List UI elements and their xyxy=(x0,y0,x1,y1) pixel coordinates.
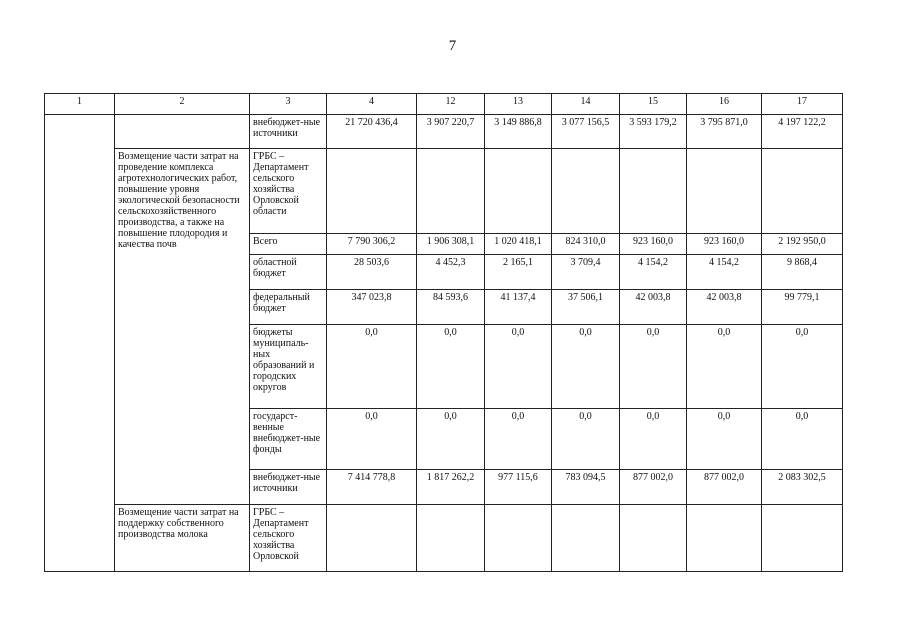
value-cell xyxy=(762,505,843,572)
value-cell: 877 002,0 xyxy=(687,470,762,505)
value-cell: 2 192 950,0 xyxy=(762,234,843,255)
page-number: 7 xyxy=(448,38,457,54)
measure-name-cell: Возмещение части затрат на проведение комплекса агротехнологических работ, повышение уровня экологической безопасности сельскохозяйственного производства, а также на повышение плодородия и качества почв xyxy=(115,149,250,505)
measure-name-cell: Возмещение части затрат на поддержку собственного производства молока xyxy=(115,505,250,572)
value-cell: 21 720 436,4 xyxy=(327,115,417,149)
value-cell: 923 160,0 xyxy=(687,234,762,255)
value-cell: 1 906 308,1 xyxy=(417,234,485,255)
header-cell: 12 xyxy=(417,94,485,115)
value-cell: 41 137,4 xyxy=(485,290,552,325)
source-cell: ГРБС – Департамент сельского хозяйства Орловской области xyxy=(250,149,327,234)
value-cell: 42 003,8 xyxy=(620,290,687,325)
table-row xyxy=(45,115,843,149)
value-cell: 0,0 xyxy=(327,409,417,470)
value-cell: 9 868,4 xyxy=(762,255,843,290)
header-cell: 16 xyxy=(687,94,762,115)
budget-table xyxy=(44,93,843,572)
header-cell: 17 xyxy=(762,94,843,115)
header-cell: 15 xyxy=(620,94,687,115)
source-cell: федеральный бюджет xyxy=(250,290,327,325)
value-cell: 0,0 xyxy=(552,325,620,409)
value-cell xyxy=(327,505,417,572)
value-cell: 2 165,1 xyxy=(485,255,552,290)
value-cell xyxy=(762,149,843,234)
source-cell: внебюджет-ные источники xyxy=(250,470,327,505)
value-cell: 84 593,6 xyxy=(417,290,485,325)
value-cell: 0,0 xyxy=(485,409,552,470)
value-cell: 824 310,0 xyxy=(552,234,620,255)
value-cell: 3 795 871,0 xyxy=(687,115,762,149)
value-cell: 1 817 262,2 xyxy=(417,470,485,505)
value-cell xyxy=(552,149,620,234)
header-row xyxy=(45,94,843,115)
value-cell xyxy=(687,505,762,572)
value-cell: 923 160,0 xyxy=(620,234,687,255)
value-cell xyxy=(417,505,485,572)
header-cell: 13 xyxy=(485,94,552,115)
value-cell xyxy=(620,149,687,234)
header-cell: 14 xyxy=(552,94,620,115)
value-cell: 3 077 156,5 xyxy=(552,115,620,149)
name-cell xyxy=(115,115,250,149)
source-cell: ГРБС – Департамент сельского хозяйства Орловской xyxy=(250,505,327,572)
col1-cell xyxy=(45,115,115,572)
value-cell: 2 083 302,5 xyxy=(762,470,843,505)
source-cell: бюджеты муниципаль-ных образований и городских округов xyxy=(250,325,327,409)
value-cell: 3 907 220,7 xyxy=(417,115,485,149)
value-cell: 0,0 xyxy=(762,409,843,470)
table-row xyxy=(45,149,843,234)
value-cell: 4 197 122,2 xyxy=(762,115,843,149)
value-cell: 3 593 179,2 xyxy=(620,115,687,149)
value-cell: 3 149 886,8 xyxy=(485,115,552,149)
value-cell xyxy=(552,505,620,572)
value-cell: 0,0 xyxy=(327,325,417,409)
value-cell xyxy=(327,149,417,234)
value-cell: 4 154,2 xyxy=(687,255,762,290)
value-cell: 0,0 xyxy=(620,409,687,470)
value-cell: 877 002,0 xyxy=(620,470,687,505)
value-cell: 7 414 778,8 xyxy=(327,470,417,505)
value-cell: 0,0 xyxy=(485,325,552,409)
source-cell: Всего xyxy=(250,234,327,255)
value-cell: 347 023,8 xyxy=(327,290,417,325)
header-cell: 1 xyxy=(45,94,115,115)
value-cell: 0,0 xyxy=(620,325,687,409)
source-cell: государст-венные внебюджет-ные фонды xyxy=(250,409,327,470)
value-cell xyxy=(620,505,687,572)
value-cell: 37 506,1 xyxy=(552,290,620,325)
header-cell: 4 xyxy=(327,94,417,115)
table-row xyxy=(45,505,843,572)
value-cell: 0,0 xyxy=(687,409,762,470)
value-cell: 42 003,8 xyxy=(687,290,762,325)
source-cell: областной бюджет xyxy=(250,255,327,290)
value-cell xyxy=(485,505,552,572)
value-cell: 4 154,2 xyxy=(620,255,687,290)
value-cell: 0,0 xyxy=(552,409,620,470)
value-cell: 3 709,4 xyxy=(552,255,620,290)
value-cell xyxy=(687,149,762,234)
value-cell xyxy=(417,149,485,234)
value-cell: 783 094,5 xyxy=(552,470,620,505)
value-cell: 0,0 xyxy=(762,325,843,409)
value-cell: 0,0 xyxy=(687,325,762,409)
value-cell: 7 790 306,2 xyxy=(327,234,417,255)
value-cell: 0,0 xyxy=(417,325,485,409)
value-cell: 977 115,6 xyxy=(485,470,552,505)
source-cell: внебюджет-ные источники xyxy=(250,115,327,149)
value-cell: 28 503,6 xyxy=(327,255,417,290)
value-cell xyxy=(485,149,552,234)
value-cell: 4 452,3 xyxy=(417,255,485,290)
value-cell: 1 020 418,1 xyxy=(485,234,552,255)
header-cell: 3 xyxy=(250,94,327,115)
header-cell: 2 xyxy=(115,94,250,115)
value-cell: 99 779,1 xyxy=(762,290,843,325)
value-cell: 0,0 xyxy=(417,409,485,470)
